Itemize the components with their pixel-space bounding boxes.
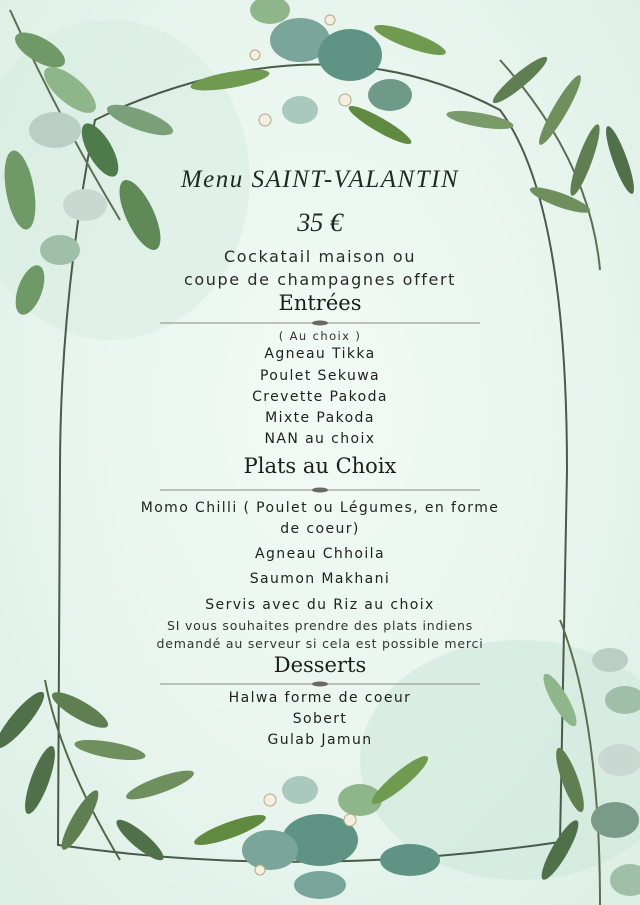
dessert-item: Gulab Jamun xyxy=(267,732,373,748)
entree-item: Crevette Pakoda xyxy=(252,389,388,405)
plat-item: Momo Chilli ( Poulet ou Légumes, en forme xyxy=(140,500,500,516)
entrees-subtitle: ( Au choix ) xyxy=(278,329,362,343)
plat-item: Saumon Makhani xyxy=(249,571,391,587)
menu-price: 35 € xyxy=(297,208,343,237)
section-title-plats: Plats au Choix xyxy=(243,454,397,478)
plats-note-line-2: demandé au serveur si cela est possible merci xyxy=(156,636,484,651)
offer-line-1: Cockatail maison ou xyxy=(223,247,417,266)
section-title-desserts: Desserts xyxy=(273,653,367,677)
dessert-item: Halwa forme de coeur xyxy=(228,690,412,706)
entree-item: Mixte Pakoda xyxy=(265,410,375,426)
offer-line-2: coupe de champagnes offert xyxy=(183,270,457,289)
dessert-item: Sobert xyxy=(292,711,348,727)
plat-item: Servis avec du Riz au choix xyxy=(205,597,435,613)
entree-item: Poulet Sekuwa xyxy=(259,368,381,384)
entree-item: Agneau Tikka xyxy=(264,346,376,362)
entree-item: NAN au choix xyxy=(264,431,376,447)
menu-title: Menu SAINT-VALANTIN xyxy=(180,166,460,193)
section-title-entrees: Entrées xyxy=(278,291,362,315)
plats-note-line-1: SI vous souhaites prendre des plats indiens xyxy=(166,618,474,633)
plat-item: Agneau Chhoila xyxy=(255,546,385,562)
leaf-garland-icon xyxy=(0,680,197,865)
plat-item: de coeur) xyxy=(280,521,360,537)
